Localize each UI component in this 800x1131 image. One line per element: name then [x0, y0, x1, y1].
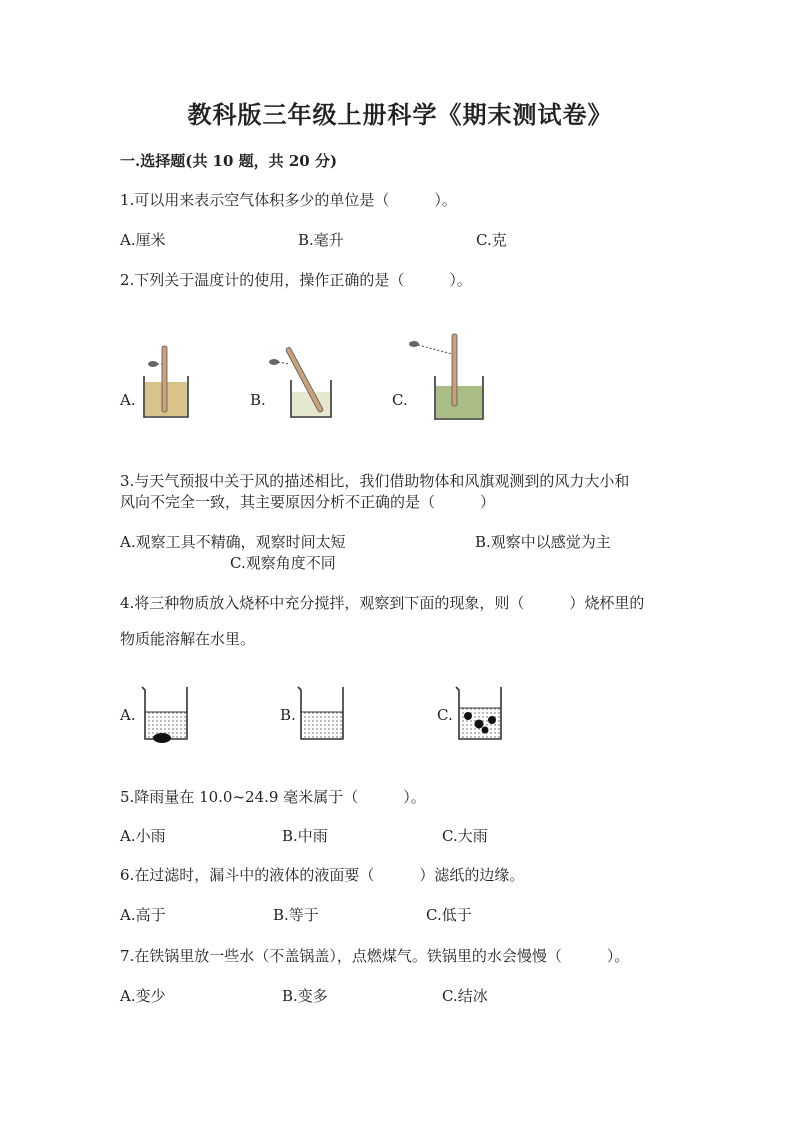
question-5-stem: 5.降雨量在 10.0~24.9 毫米属于（ ）。 — [120, 788, 426, 806]
question-5-option-c: C.大雨 — [442, 827, 488, 845]
beaker-b-figure — [296, 684, 348, 742]
question-7-option-b: B.变多 — [282, 987, 328, 1005]
question-3-option-a: A.观察工具不精确，观察时间太短 — [120, 533, 346, 551]
thermometer-beaker-c-figure — [405, 332, 485, 422]
question-2-figure-b-label: B. — [250, 391, 266, 409]
question-1-stem: 1.可以用来表示空气体积多少的单位是（ ）。 — [120, 191, 457, 209]
thermometer-beaker-b-figure — [266, 340, 336, 420]
question-2-stem: 2.下列关于温度计的使用，操作正确的是（ ）。 — [120, 271, 472, 289]
thermometer-beaker-a-figure — [140, 340, 200, 420]
question-2-figure-c-label: C. — [392, 391, 408, 409]
beaker-c-particles — [456, 687, 501, 739]
page-title: 教科版三年级上册科学《期末测试卷》 — [187, 100, 613, 129]
question-6-option-a: A.高于 — [120, 906, 166, 924]
section-heading: 一.选择题(共 10 题，共 20 分) — [120, 152, 338, 170]
beaker-a-sediment — [142, 687, 187, 743]
thermometer-beaker-b — [269, 347, 331, 417]
question-3-stem-line-1: 3.与天气预报中关于风的描述相比，我们借助物体和风旗观测到的风力大小和 — [120, 472, 630, 490]
beaker-a-figure — [140, 684, 192, 742]
question-4-figure-a-label: A. — [120, 706, 136, 724]
thermometer-beaker-c — [409, 334, 483, 419]
thermometer-beaker-a — [144, 346, 188, 417]
question-7-option-a: A.变少 — [120, 987, 166, 1005]
question-2-figure-a-label: A. — [120, 391, 136, 409]
question-1-option-a: A.厘米 — [120, 231, 166, 249]
question-6-stem: 6.在过滤时，漏斗中的液体的液面要（ ）滤纸的边缘。 — [120, 866, 525, 884]
question-4-figure-b-label: B. — [280, 706, 296, 724]
question-1-option-c: C.克 — [476, 231, 507, 249]
question-4-figure-c-label: C. — [437, 706, 453, 724]
question-7-option-c: C.结冰 — [442, 987, 488, 1005]
question-3-option-b: B.观察中以感觉为主 — [475, 533, 611, 551]
question-3-stem-line-2: 风向不完全一致，其主要原因分析不正确的是（ ） — [120, 493, 496, 511]
beaker-c-figure — [454, 684, 506, 742]
question-4-stem-line-1: 4.将三种物质放入烧杯中充分搅拌，观察到下面的现象，则（ ）烧杯里的 — [120, 594, 645, 612]
question-6-option-c: C.低于 — [426, 906, 472, 924]
question-3-option-c: C.观察角度不同 — [230, 554, 336, 572]
question-1-option-b: B.毫升 — [298, 231, 344, 249]
question-5-option-a: A.小雨 — [120, 827, 166, 845]
question-7-stem: 7.在铁锅里放一些水（不盖锅盖），点燃煤气。铁锅里的水会慢慢（ ）。 — [120, 947, 630, 965]
beaker-b-dissolved — [298, 687, 343, 739]
question-5-option-b: B.中雨 — [282, 827, 328, 845]
question-6-option-b: B.等于 — [273, 906, 319, 924]
question-4-stem-line-2: 物质能溶解在水里。 — [120, 630, 256, 648]
